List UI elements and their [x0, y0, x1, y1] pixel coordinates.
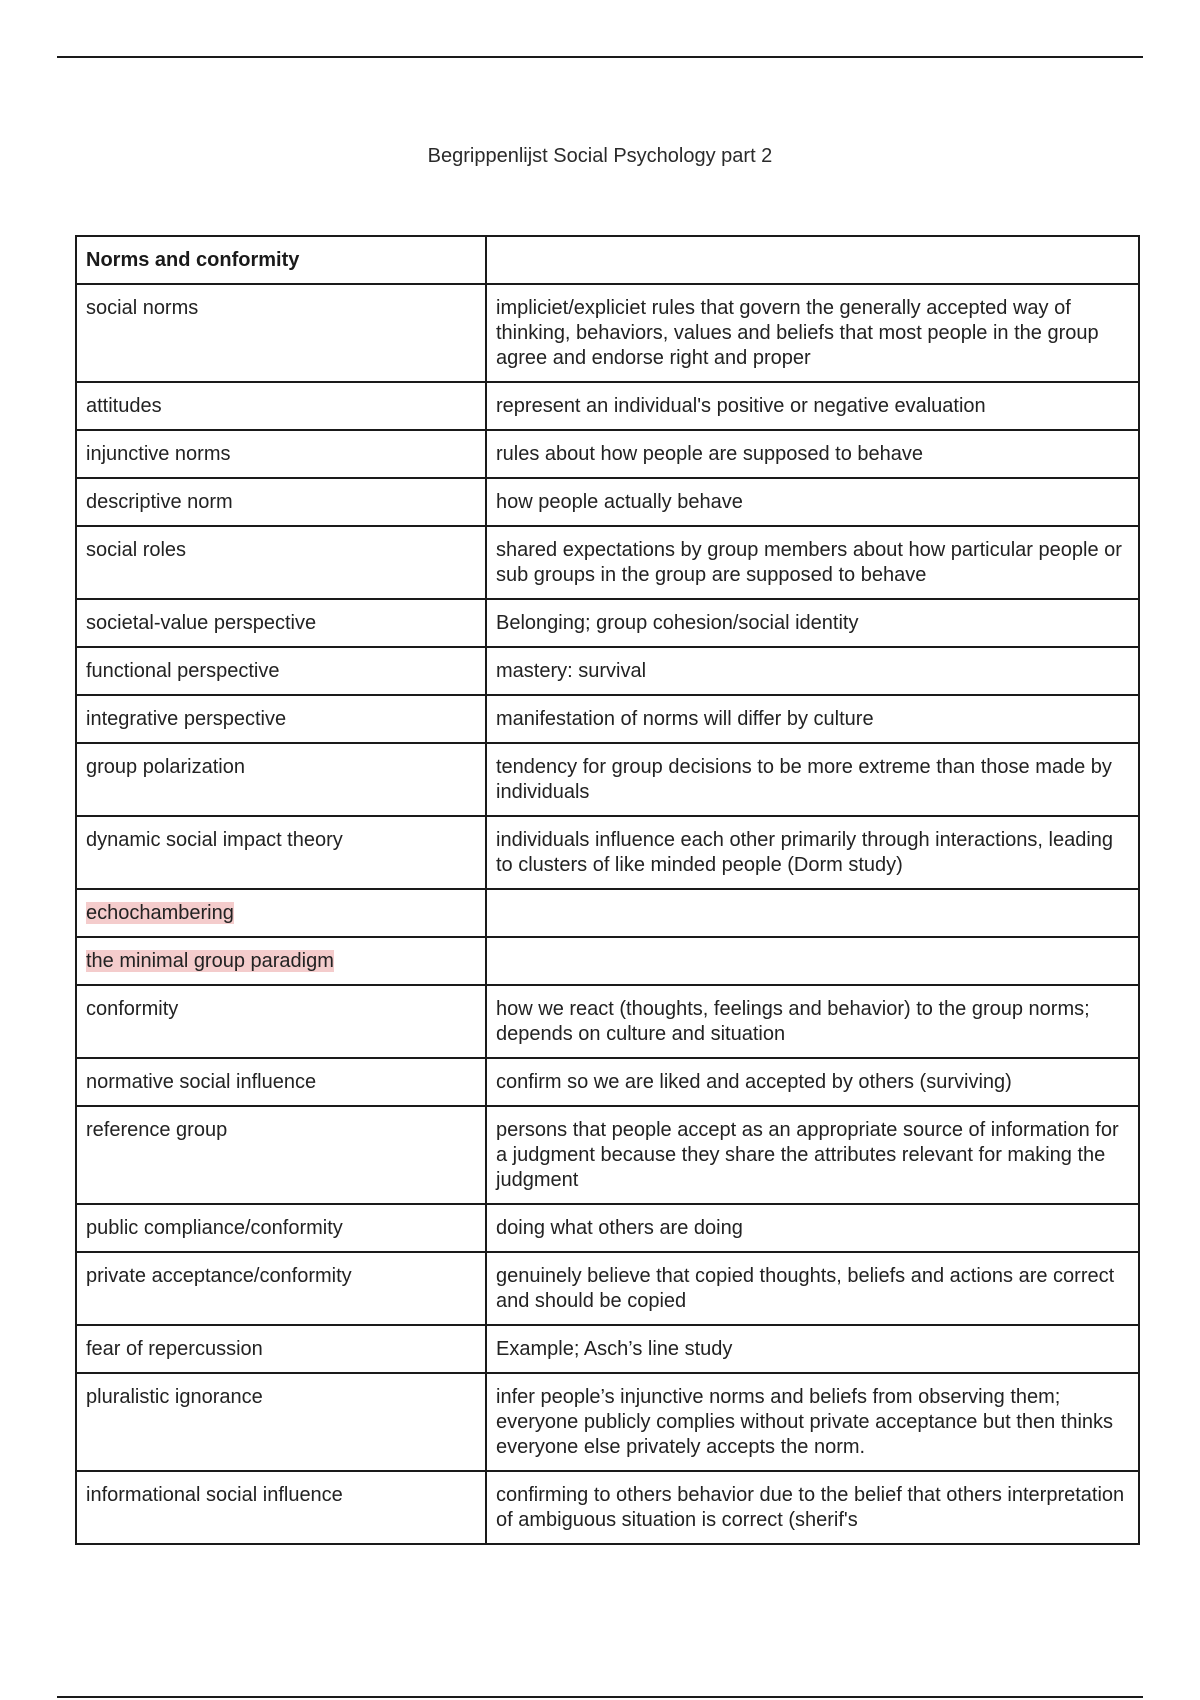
- header-rule: [57, 56, 1143, 58]
- definition-cell: mastery: survival: [486, 647, 1139, 695]
- document-title: Begrippenlijst Social Psychology part 2: [427, 145, 773, 167]
- table-row: [76, 526, 1139, 599]
- term-cell: [76, 937, 486, 985]
- term-text: echochambering: [86, 902, 234, 924]
- table-row: [76, 1471, 1139, 1544]
- table-row: [76, 1204, 1139, 1252]
- footer-rule: [57, 1696, 1143, 1698]
- table-row: [76, 1325, 1139, 1373]
- term-cell: [76, 889, 486, 937]
- definition-cell: represent an individual's positive or negative evaluation: [486, 382, 1139, 430]
- term-cell: [76, 1325, 486, 1373]
- definition-cell: how we react (thoughts, feelings and behavior) to the group norms; depends on culture and situation: [486, 985, 1139, 1058]
- term-text: dynamic social impact theory: [86, 829, 343, 851]
- term-text: injunctive norms: [86, 443, 231, 465]
- term-text: descriptive norm: [86, 491, 233, 513]
- term-cell: [76, 430, 486, 478]
- term-cell: [76, 1252, 486, 1325]
- definition-cell: [486, 937, 1139, 985]
- term-cell: [76, 284, 486, 382]
- term-text: societal-value perspective: [86, 612, 317, 634]
- definition-cell: how people actually behave: [486, 478, 1139, 526]
- term-text: attitudes: [86, 395, 162, 417]
- glossary-table: [75, 235, 1140, 1545]
- term-cell: [76, 478, 486, 526]
- definition-cell: confirm so we are liked and accepted by others (surviving): [486, 1058, 1139, 1106]
- definition-cell: infer people’s injunctive norms and beliefs from observing them; everyone publicly complies without private acceptance but then thinks everyone else privately accepts the norm.: [486, 1373, 1139, 1471]
- term-cell: [76, 1373, 486, 1471]
- term-text: private acceptance/conformity: [86, 1265, 352, 1287]
- term-cell: [76, 1471, 486, 1544]
- term-cell: [76, 1106, 486, 1204]
- term-text: normative social influence: [86, 1071, 317, 1093]
- table-row: [76, 599, 1139, 647]
- table-row: [76, 1252, 1139, 1325]
- table-row: [76, 985, 1139, 1058]
- term-cell: [76, 382, 486, 430]
- term-cell: [76, 1058, 486, 1106]
- table-row: [76, 1373, 1139, 1471]
- term-text: pluralistic ignorance: [86, 1386, 263, 1408]
- glossary-body: [76, 236, 1139, 1544]
- term-text: integrative perspective: [86, 708, 287, 730]
- term-cell: [76, 743, 486, 816]
- definition-cell: genuinely believe that copied thoughts, beliefs and actions are correct and should be copied: [486, 1252, 1139, 1325]
- table-row: [76, 889, 1139, 937]
- table-row: [76, 743, 1139, 816]
- term-cell: [76, 695, 486, 743]
- section-heading-definition: [486, 236, 1139, 284]
- definition-cell: Belonging; group cohesion/social identity: [486, 599, 1139, 647]
- definition-cell: [486, 889, 1139, 937]
- definition-cell: confirming to others behavior due to the belief that others interpretation of ambiguous situation is correct (sherif's: [486, 1471, 1139, 1544]
- definition-cell: manifestation of norms will differ by culture: [486, 695, 1139, 743]
- term-cell: [76, 599, 486, 647]
- term-text: social norms: [86, 297, 199, 319]
- table-row: [76, 937, 1139, 985]
- definition-cell: impliciet/expliciet rules that govern the generally accepted way of thinking, behaviors, values and beliefs that most people in the group agree and endorse right and proper: [486, 284, 1139, 382]
- table-row: [76, 1058, 1139, 1106]
- term-cell: [76, 1204, 486, 1252]
- term-text: functional perspective: [86, 660, 280, 682]
- term-cell: [76, 985, 486, 1058]
- term-cell: [76, 647, 486, 695]
- term-text: reference group: [86, 1119, 228, 1141]
- definition-cell: shared expectations by group members about how particular people or sub groups in the group are supposed to behave: [486, 526, 1139, 599]
- term-text: fear of repercussion: [86, 1338, 263, 1360]
- term-text: informational social influence: [86, 1484, 343, 1506]
- table-row: [76, 647, 1139, 695]
- definition-cell: rules about how people are supposed to behave: [486, 430, 1139, 478]
- term-text: conformity: [86, 998, 179, 1020]
- table-row: [76, 430, 1139, 478]
- table-row: [76, 695, 1139, 743]
- term-cell: [76, 526, 486, 599]
- table-row: [76, 382, 1139, 430]
- term-cell: [76, 816, 486, 889]
- table-row: [76, 1106, 1139, 1204]
- table-row: [76, 284, 1139, 382]
- term-text: social roles: [86, 539, 187, 561]
- term-text: public compliance/conformity: [86, 1217, 343, 1239]
- definition-cell: persons that people accept as an appropriate source of information for a judgment because they share the attributes relevant for making the judgment: [486, 1106, 1139, 1204]
- definition-cell: tendency for group decisions to be more extreme than those made by individuals: [486, 743, 1139, 816]
- term-text: group polarization: [86, 756, 245, 778]
- definition-cell: individuals influence each other primarily through interactions, leading to clusters of like minded people (Dorm study): [486, 816, 1139, 889]
- section-header-row: [76, 236, 1139, 284]
- definition-cell: doing what others are doing: [486, 1204, 1139, 1252]
- table-row: [76, 816, 1139, 889]
- term-text: the minimal group paradigm: [86, 950, 334, 972]
- definition-cell: Example; Asch’s line study: [486, 1325, 1139, 1373]
- section-heading: Norms and conformity: [76, 236, 486, 284]
- table-row: [76, 478, 1139, 526]
